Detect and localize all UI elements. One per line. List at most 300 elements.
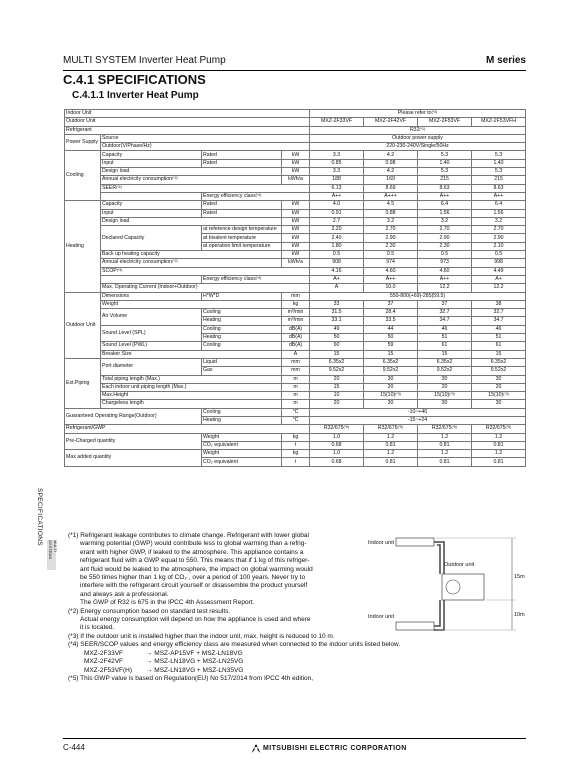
refrigerant-value: [310, 126, 526, 134]
cooling-word-text: Cooling: [203, 408, 221, 415]
combo-line: [68, 658, 368, 666]
air-heat-value-text: 34.7: [493, 317, 504, 324]
table-row: [65, 143, 526, 151]
unit-cell: [282, 317, 310, 325]
unit-cell-text: mm: [291, 292, 300, 299]
heat-annual-value-text: 908: [332, 259, 341, 266]
model-header: [310, 118, 364, 126]
unit-cell-text: kW: [291, 209, 300, 216]
heating-word-text: Heating: [203, 417, 221, 424]
decl-ref-value-text: 2.70: [493, 226, 504, 233]
power-supply-label: [65, 134, 101, 151]
cool-input-value-text: 0.98: [385, 159, 396, 166]
cool-input-value: [364, 159, 418, 167]
unit-cell-text: °C: [292, 408, 299, 415]
source-label: [101, 134, 310, 142]
pwl-value-text: 60: [333, 342, 340, 349]
liquid-value-text: 6.35x2: [328, 358, 345, 365]
precharged-co2-value-text: 0.81: [385, 441, 396, 448]
breaker-label: [101, 350, 282, 358]
indoor-unit-label: [65, 110, 310, 118]
notes: [68, 532, 401, 683]
seer-value-text: 8.63: [493, 184, 504, 191]
decl-op-value-text: 1.80: [331, 242, 342, 249]
spl-cool-value: [472, 325, 526, 333]
spec-table: [64, 109, 526, 467]
weight-value-text: 33: [333, 300, 340, 307]
gwp-value-text: R32/675: [485, 425, 506, 432]
decl-ref-value: [310, 226, 364, 234]
heat-design-load-value: [310, 217, 364, 225]
decl-biv-value: [472, 234, 526, 242]
cool-capacity-value: [472, 151, 526, 159]
precharged-label: [65, 433, 202, 450]
table-row: [65, 110, 526, 118]
cool-input-value: [418, 159, 472, 167]
cool-capacity-value-text: 5.3: [440, 151, 449, 158]
decl-ref-value-text: 2.20: [331, 226, 342, 233]
air-heat-value-text: 33.1: [331, 317, 342, 324]
heat-capacity-value-text: 4.0: [332, 201, 341, 208]
outdoor-unit-group-label: [65, 292, 101, 358]
heat-annual-value-text: 973: [440, 259, 449, 266]
decl-ref-value: [418, 226, 472, 234]
seer-value: [364, 184, 418, 192]
scop-value: [418, 267, 472, 275]
spl-heat-value-text: 50: [333, 334, 340, 341]
air-cool-value: [310, 309, 364, 317]
cool-capacity-label-text: Capacity: [102, 151, 123, 158]
model-header: [418, 118, 472, 126]
heat-design-load-value-text: 3.2: [386, 217, 395, 224]
weight-value-text: 38: [495, 300, 502, 307]
seer-label-note: (*4): [116, 184, 122, 189]
table-row: [65, 325, 526, 333]
table-row: [65, 168, 526, 176]
liquid-value-text: 6.35x2: [490, 358, 507, 365]
max-current-label-text: Max. Operating Current (Indoor+Outdoor): [102, 284, 198, 291]
pipe-top-2: [437, 545, 440, 574]
blank-cell: [101, 192, 202, 200]
each-piping-value: [472, 383, 526, 391]
total-piping-value-text: 30: [495, 375, 502, 382]
gwp-label: [65, 425, 310, 433]
cool-annual-label: [101, 176, 282, 184]
precharged-co2-value-text: 0.68: [331, 441, 342, 448]
cool-design-load-value-text: 5.3: [440, 168, 449, 175]
model-header: [472, 118, 526, 126]
heat-annual-label-text: Annual electricity consumption: [102, 259, 173, 266]
precharged-weight-value: [418, 433, 472, 441]
table-row: [65, 425, 526, 433]
total-piping-label-text: Total piping length (Max.): [102, 375, 160, 382]
air-cool-value: [418, 309, 472, 317]
cool-design-load-value-text: 3.3: [332, 168, 341, 175]
combo-units: → MSZ-LN18VG + MSZ-LN35VG: [146, 666, 244, 674]
cool-annual-value: [418, 176, 472, 184]
spl-heat-value: [472, 334, 526, 342]
cool-annual-value: [472, 176, 526, 184]
heat-annual-value: [472, 259, 526, 267]
each-piping-value-text: 15: [333, 383, 340, 390]
precharged-co2-value: [310, 441, 364, 449]
air-cool-value-text: 32.7: [493, 309, 504, 316]
combo-line: [68, 650, 368, 658]
cool-class-value-text: A++: [331, 193, 342, 200]
total-piping-value-text: 30: [441, 375, 448, 382]
note-1-line: be 550 times higher than 1 kg of CO₂ , over a period of 100 years. Never try to: [80, 574, 306, 582]
max-height-value-text: 10: [333, 392, 340, 399]
cool-input-value: [472, 159, 526, 167]
heat-input-value: [364, 209, 418, 217]
total-piping-value: [364, 375, 418, 383]
note-5: (*5) This GWP value is based on Regulation(EU) No 517/2014 from IPCC 4th edition,: [68, 674, 314, 682]
backup-label: [101, 251, 282, 259]
max-added-weight-value-text: 1.2: [440, 450, 449, 457]
weight-value: [364, 300, 418, 308]
dimensions-value-text: 550-800(+69)-285(59.5): [389, 292, 446, 299]
ext-piping-label-text: Ext.Piping: [66, 379, 90, 386]
breaker-value: [418, 350, 472, 358]
unit-cell: [282, 251, 310, 259]
total-piping-value: [472, 375, 526, 383]
weight-value: [310, 300, 364, 308]
pwl-label-text: Sound Level (PWL): [102, 342, 147, 349]
ext-piping-label: [65, 358, 101, 408]
air-cool-value-text: 31.5: [331, 309, 342, 316]
cool-input-label: [101, 159, 202, 167]
cool-input-value-text: 0.85: [331, 159, 342, 166]
pipe-top: [434, 542, 444, 574]
unit-cell-text: kg: [292, 450, 299, 457]
unit-cell: [282, 176, 310, 184]
note-2: [68, 608, 368, 633]
header-rule: [63, 70, 526, 71]
max-added-weight-value-text: 1.0: [332, 450, 341, 457]
cool-class-value: [364, 192, 418, 200]
heating-word-text: Heating: [203, 334, 221, 341]
max-added-co2-value: [310, 458, 364, 466]
unit-cell: [282, 383, 310, 391]
guaranteed-heat-value-text: -15~+24: [407, 417, 428, 424]
gwp-value: [418, 425, 472, 433]
spl-heat-value: [364, 334, 418, 342]
gwp-value-text: R32/675: [323, 425, 344, 432]
breaker-label-text: Breaker Size: [102, 350, 132, 357]
unit-cell-text: kW: [291, 226, 300, 233]
unit-cell: [282, 300, 310, 308]
cool-annual-value-text: 169: [386, 176, 395, 183]
spl-cool-value-text: 46: [441, 325, 448, 332]
heat-class-value-text: A+: [333, 275, 340, 282]
each-piping-value-text: 20: [441, 383, 448, 390]
heating-word: [202, 416, 282, 424]
backup-label-text: Back up heating capacity: [102, 251, 160, 258]
pwl-value: [310, 342, 364, 350]
co2-label: [202, 441, 282, 449]
total-piping-value-text: 20: [333, 375, 340, 382]
weight-label-text: Weight: [102, 300, 119, 307]
gas-label: [202, 367, 282, 375]
outdoor-unit-label: [65, 118, 310, 126]
header-title: MULTI SYSTEM Inverter Heat Pump: [63, 55, 226, 66]
scop-value-text: 4.49: [493, 267, 504, 274]
scop-label: [101, 267, 310, 275]
declared-capacity-label: [101, 226, 202, 251]
unit-cell: [282, 168, 310, 176]
source-value-text: Outdoor power supply: [392, 134, 443, 141]
height-15m-label: 15m: [514, 574, 525, 580]
table-row: [65, 159, 526, 167]
max-current-label: [101, 284, 310, 292]
footer-rule: [63, 738, 526, 739]
decl-op-value-text: 2.30: [385, 242, 396, 249]
cool-annual-label-text: Annual electricity consumption: [102, 176, 173, 183]
heat-input-value-text: 1.56: [493, 209, 504, 216]
max-current-value: [418, 284, 472, 292]
liquid-value: [310, 358, 364, 366]
indoor-unit-bottom-shape: [396, 622, 434, 630]
backup-value: [364, 251, 418, 259]
max-added-weight-value: [310, 450, 364, 458]
max-height-value: [310, 392, 364, 400]
unit-cell: [282, 325, 310, 333]
note-1-line: refrigerant fluid with a GWP equal to 550. This means that if 1 kg of this refriger-: [80, 557, 310, 565]
heat-input-value-text: 1.56: [439, 209, 450, 216]
gas-value: [418, 367, 472, 375]
chargeless-value: [472, 400, 526, 408]
table-row: [65, 184, 526, 192]
decl-biv-value-text: 2.40: [331, 234, 342, 241]
table-row: [65, 259, 526, 267]
unit-cell-text: dB(A): [288, 334, 303, 341]
note-1-line: interfere with the refrigerant circuit yourself or disassemble the product yourself: [80, 582, 308, 590]
precharged-label-text: Pre-Charged quantity: [66, 437, 116, 444]
cool-class-value: [310, 192, 364, 200]
heat-capacity-label-text: Capacity: [102, 201, 123, 208]
liquid-value: [472, 358, 526, 366]
cool-design-load-value-text: 4.2: [386, 168, 395, 175]
heat-class-label: [202, 275, 310, 283]
weight-word: [202, 433, 282, 441]
unit-cell-text: dB(A): [288, 325, 303, 332]
pwl-value-text: 59: [387, 342, 394, 349]
rated-label: [202, 201, 282, 209]
scop-value-text: 4.60: [385, 267, 396, 274]
page-footer: [63, 738, 526, 758]
unit-cell: [282, 242, 310, 250]
table-row: [65, 450, 526, 458]
combo-model: MXZ-2F33VF: [84, 649, 124, 657]
pwl-value-text: 61: [441, 342, 448, 349]
unit-cell: [282, 334, 310, 342]
height-10m-label: 10m: [514, 612, 525, 618]
rated-label-text: Rated: [203, 209, 217, 216]
heating-label-text: Heating: [66, 242, 84, 249]
gas-value-text: 9.52x2: [436, 367, 453, 374]
spl-heat-value-text: 51: [495, 334, 502, 341]
pipe-bottom-2: [434, 600, 440, 626]
heat-class-value-text: A++: [385, 275, 396, 282]
heat-annual-label-note: (*2): [172, 259, 178, 264]
rated-label-text: Rated: [203, 151, 217, 158]
refrigerant-value-text: R32: [409, 126, 420, 133]
port-diameter-label-text: Port diameter: [102, 363, 134, 370]
guaranteed-label-text: Guaranteed Operating Range(Outdoor): [66, 412, 157, 419]
guaranteed-heat-value: [310, 416, 526, 424]
unit-cell: [282, 375, 310, 383]
cool-capacity-value-text: 4.2: [386, 151, 395, 158]
heat-annual-value: [418, 259, 472, 267]
model-header-text: MXZ-2F42VF: [374, 118, 407, 125]
cool-class-value-text: A++: [439, 193, 450, 200]
max-height-value-note: (*3): [449, 392, 455, 397]
max-added-co2-value-text: 0.81: [385, 458, 396, 465]
heat-capacity-value-text: 4.5: [386, 201, 395, 208]
refrigerant-label-text: Refrigerant: [66, 126, 92, 133]
unit-cell-text: kWh/a: [288, 176, 303, 183]
each-piping-value: [418, 383, 472, 391]
indoor-top-label: Indoor unit: [368, 540, 394, 546]
spl-heat-value: [310, 334, 364, 342]
subsection-title: C.4.1.1 Inverter Heat Pump: [72, 90, 199, 101]
decl-op-value: [472, 242, 526, 250]
chargeless-value: [418, 400, 472, 408]
precharged-weight-value-text: 1.2: [494, 433, 503, 440]
max-current-value-text: 10.0: [385, 284, 396, 291]
table-row: [65, 392, 526, 400]
height-diagram: [366, 534, 526, 644]
seer-value: [418, 184, 472, 192]
unit-cell: [282, 209, 310, 217]
heat-capacity-label: [101, 201, 202, 209]
heat-input-value-text: 0.91: [331, 209, 342, 216]
backup-value-text: 0.5: [386, 251, 395, 258]
heating-word: [202, 317, 282, 325]
scop-value: [364, 267, 418, 275]
precharged-co2-value: [418, 441, 472, 449]
at-op-limit-label-text: at operation limit temperature: [203, 242, 271, 249]
seer-value-text: 8.69: [385, 184, 396, 191]
cooling-word: [202, 408, 282, 416]
air-volume-label: [101, 309, 202, 326]
unit-cell: [310, 284, 364, 292]
heat-capacity-value-text: 6.4: [494, 201, 503, 208]
vphz-label-text: Outdoor(V/Phase/Hz): [102, 143, 152, 150]
chargeless-value: [310, 400, 364, 408]
gas-label-text: Gas: [203, 367, 213, 374]
breaker-value-text: 15: [333, 350, 340, 357]
decl-ref-value-text: 2.70: [439, 226, 450, 233]
unit-cell: [282, 234, 310, 242]
gwp-value: [472, 425, 526, 433]
cool-annual-value-text: 215: [440, 176, 449, 183]
gas-value-text: 9.52x2: [328, 367, 345, 374]
heat-class-value: [472, 275, 526, 283]
heat-annual-label: [101, 259, 282, 267]
seer-value-text: 8.63: [439, 184, 450, 191]
precharged-weight-value: [364, 433, 418, 441]
seer-value: [310, 184, 364, 192]
unit-cell: [282, 458, 310, 466]
decl-ref-value: [364, 226, 418, 234]
weight-value-text: 37: [441, 300, 448, 307]
note-3: (*3) If the outdoor unit is installed higher than the indoor unit, max. height is reduced to 10 m.: [68, 632, 335, 640]
table-row: [65, 126, 526, 134]
air-cool-value: [472, 309, 526, 317]
heat-class-value: [418, 275, 472, 283]
cool-annual-value-text: 215: [494, 176, 503, 183]
scop-value-text: 4.16: [331, 267, 342, 274]
rated-label-text: Rated: [203, 159, 217, 166]
note-1-line: and always ask a professional.: [80, 590, 169, 598]
section-title: C.4.1 SPECIFICATIONS: [63, 72, 206, 87]
table-row: [65, 209, 526, 217]
pwl-value: [418, 342, 472, 350]
spl-cool-value-text: 49: [333, 325, 340, 332]
pwl-value-text: 61: [495, 342, 502, 349]
air-heat-value-text: 34.7: [439, 317, 450, 324]
table-row: [65, 300, 526, 308]
chargeless-label-text: Chargeless length: [102, 400, 144, 407]
table-row: [65, 350, 526, 358]
indoor-unit-label-text: Indoor Unit: [66, 110, 92, 117]
unit-cell: [282, 292, 310, 300]
at-op-limit-label: [202, 242, 282, 250]
heat-design-load-value: [472, 217, 526, 225]
heat-input-value: [310, 209, 364, 217]
outdoor-unit-shape: [442, 574, 484, 600]
unit-cell: [282, 392, 310, 400]
decl-op-value-text: 2.10: [493, 242, 504, 249]
max-added-weight-value-text: 1.2: [386, 450, 395, 457]
table-row: [65, 433, 526, 441]
backup-value-text: 0.5: [332, 251, 341, 258]
company-name: MITSUBISHI ELECTRIC CORPORATION: [263, 745, 407, 752]
heat-capacity-value: [472, 201, 526, 209]
max-height-value-note: (*3): [395, 392, 401, 397]
precharged-weight-value-text: 1.2: [440, 433, 449, 440]
heat-annual-value: [310, 259, 364, 267]
heat-class-value-text: A+: [495, 275, 502, 282]
combo-units: → MSZ-AP15VF + MSZ-LN18VG: [146, 649, 243, 657]
each-piping-value: [364, 383, 418, 391]
note-4: (*4) SEER/SCOP values and energy efficiency class are measured when connected to the indoor units listed below.: [68, 641, 401, 649]
unit-cell: [282, 358, 310, 366]
outdoor-unit-group-label-text: Outdoor Unit: [66, 321, 96, 328]
decl-ref-value-text: 2.70: [385, 226, 396, 233]
weight-value: [472, 300, 526, 308]
seer-label-text: SEER: [102, 184, 117, 191]
pwl-label: [101, 342, 202, 350]
cool-design-load-label: [101, 168, 282, 176]
max-current-value-text: 12.2: [439, 284, 450, 291]
max-added-co2-value: [418, 458, 472, 466]
weight-value-text: 37: [387, 300, 394, 307]
breaker-value-text: 15: [441, 350, 448, 357]
page-header: [63, 51, 526, 69]
each-piping-label-text: Each indoor unit piping length (Max.): [102, 383, 187, 390]
heat-class-label-note: (*4): [255, 275, 262, 280]
max-added-weight-value: [472, 450, 526, 458]
declared-capacity-label-text: Declared Capacity: [102, 234, 145, 241]
heat-input-value: [418, 209, 472, 217]
spl-cool-value: [364, 325, 418, 333]
unit-cell: [282, 400, 310, 408]
cool-class-label-note: (*4): [255, 193, 262, 198]
heat-design-load-value-text: 2.7: [332, 217, 341, 224]
unit-cell: [282, 159, 310, 167]
